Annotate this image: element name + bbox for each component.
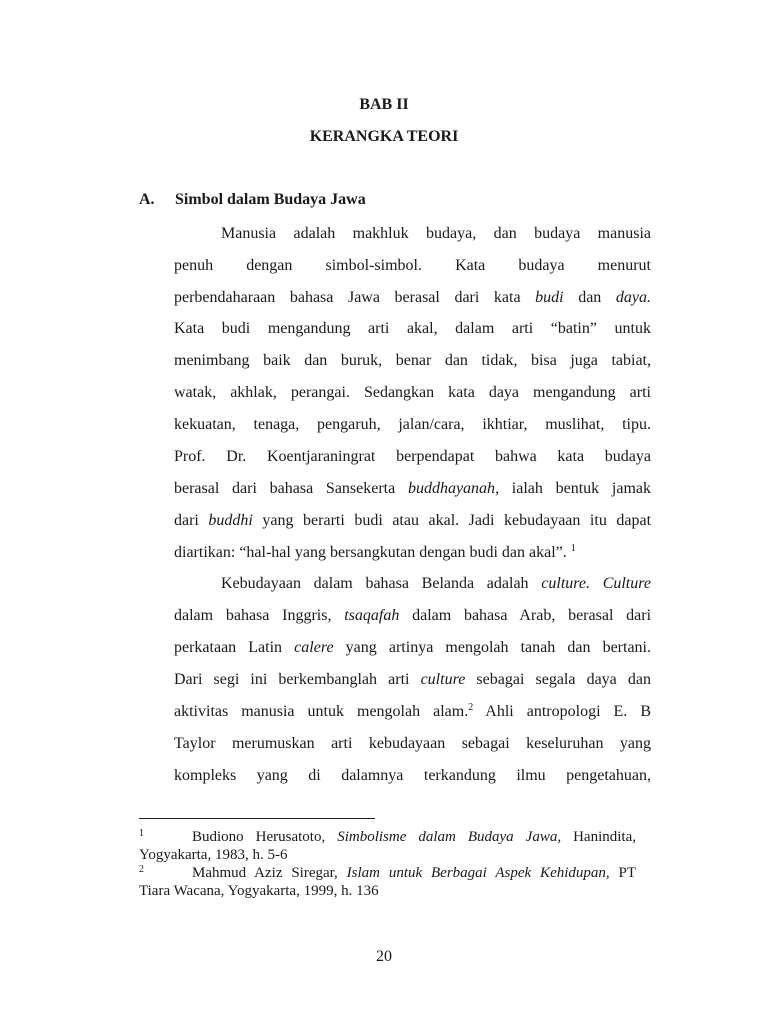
italic-text: culture. Culture [541, 575, 651, 592]
text-run: yang berarti budi atau akal. Jadi kebudayaan itu dapat [252, 512, 652, 529]
text-run: Kebudayaan dalam bahasa Belanda adalah [221, 575, 542, 592]
text-run: dan [563, 289, 616, 306]
body-line [174, 350, 651, 372]
text-run: Tiara Wacana, Yogyakarta, 1999, h. 136 [139, 883, 379, 899]
text-run: dalam bahasa Arab, berasal dari [399, 607, 652, 624]
footnote-line [139, 882, 636, 900]
italic-text: Simbolisme dalam Budaya Jawa, [337, 829, 562, 845]
footnote-marker: 1 [139, 828, 144, 839]
section-letter: A. [139, 191, 155, 208]
footnote-marker: 2 [139, 864, 144, 875]
body-line [174, 255, 651, 277]
body-line [174, 669, 651, 691]
footnote-reference: 1 [570, 543, 576, 554]
text-run: watak, akhlak, perangai. Sedangkan kata daya mengandung arti [174, 384, 651, 401]
section-heading [139, 191, 366, 209]
body-line [174, 701, 651, 723]
italic-text: Islam untuk Berbagai Aspek Kehidupan, [346, 865, 610, 881]
chapter-number: BAB II [359, 96, 409, 113]
chapter-title: KERANGKA TEORI [309, 128, 459, 145]
text-run: Yogyakarta, 1983, h. 5-6 [139, 847, 288, 863]
text-run: diartikan: “hal-hal yang bersangkutan dengan budi dan akal”. [174, 544, 571, 561]
text-run: kekuatan, tenaga, pengaruh, jalan/cara, ikhtiar, muslihat, tipu. [174, 416, 651, 433]
text-run: menimbang baik dan buruk, benar dan tidak, bisa juga tabiat, [174, 352, 651, 369]
text-run: Hanindita, [561, 829, 636, 845]
italic-text: buddhayanah [407, 480, 496, 497]
text-run: dari [174, 512, 209, 529]
text-run: Taylor merumuskan arti kebudayaan sebagai keseluruhan yang [174, 735, 651, 752]
body-line [174, 446, 651, 468]
text-run: yang artinya mengolah tanah dan bertani. [333, 639, 651, 656]
footnote-line [139, 828, 636, 846]
footnote-divider [139, 818, 375, 819]
body-line [174, 605, 651, 627]
section-title: Simbol dalam Budaya Jawa [175, 191, 366, 208]
text-run: Prof. Dr. Koentjaraningrat berpendapat bahwa kata budaya [174, 448, 651, 465]
text-run: Dari segi ini berkembanglah arti [174, 671, 421, 688]
text-run: aktivitas manusia untuk mengolah alam. [174, 703, 469, 720]
text-run: Kata budi mengandung arti akal, dalam arti “batin” untuk [174, 320, 651, 337]
body-line [174, 637, 651, 659]
italic-text: calere [294, 639, 334, 656]
text-run: , ialah bentuk jamak [495, 480, 651, 497]
body-line [221, 573, 651, 595]
body-line [174, 478, 651, 500]
text-run: dalam bahasa Inggris, [174, 607, 345, 624]
text-run: berasal dari bahasa Sansekerta [174, 480, 408, 497]
body-line [221, 223, 651, 245]
italic-text: tsaqafah [344, 607, 400, 624]
text-run: perkataan Latin [174, 639, 295, 656]
text-run: Budiono Herusatoto, [192, 829, 338, 845]
body-line [174, 382, 651, 404]
body-line [174, 318, 651, 340]
italic-text: budi [535, 289, 564, 306]
text-run: kompleks yang di dalamnya terkandung ilmu pengetahuan, [174, 767, 651, 784]
text-run: PT [609, 865, 636, 881]
italic-text: buddhi [208, 512, 253, 529]
page-number: 20 [376, 948, 392, 965]
footnote-line [139, 846, 636, 864]
italic-text: daya. [615, 289, 651, 306]
text-run: sebagai segala daya dan [465, 671, 651, 688]
text-run: penuh dengan simbol-simbol. Kata budaya menurut [174, 257, 651, 274]
body-line [174, 542, 651, 564]
body-line [174, 414, 651, 436]
text-run: Ahli antropologi E. B [473, 703, 651, 720]
footnote-reference: 2 [468, 702, 474, 713]
text-run: Mahmud Aziz Siregar, [192, 865, 347, 881]
body-line [174, 287, 651, 309]
body-line [174, 510, 651, 532]
italic-text: culture [420, 671, 466, 688]
body-line [174, 765, 651, 787]
footnote-line [139, 864, 636, 882]
text-run: perbendaharaan bahasa Jawa berasal dari kata [174, 289, 536, 306]
body-line [174, 733, 651, 755]
text-run: Manusia adalah makhluk budaya, dan budaya manusia [221, 225, 651, 242]
